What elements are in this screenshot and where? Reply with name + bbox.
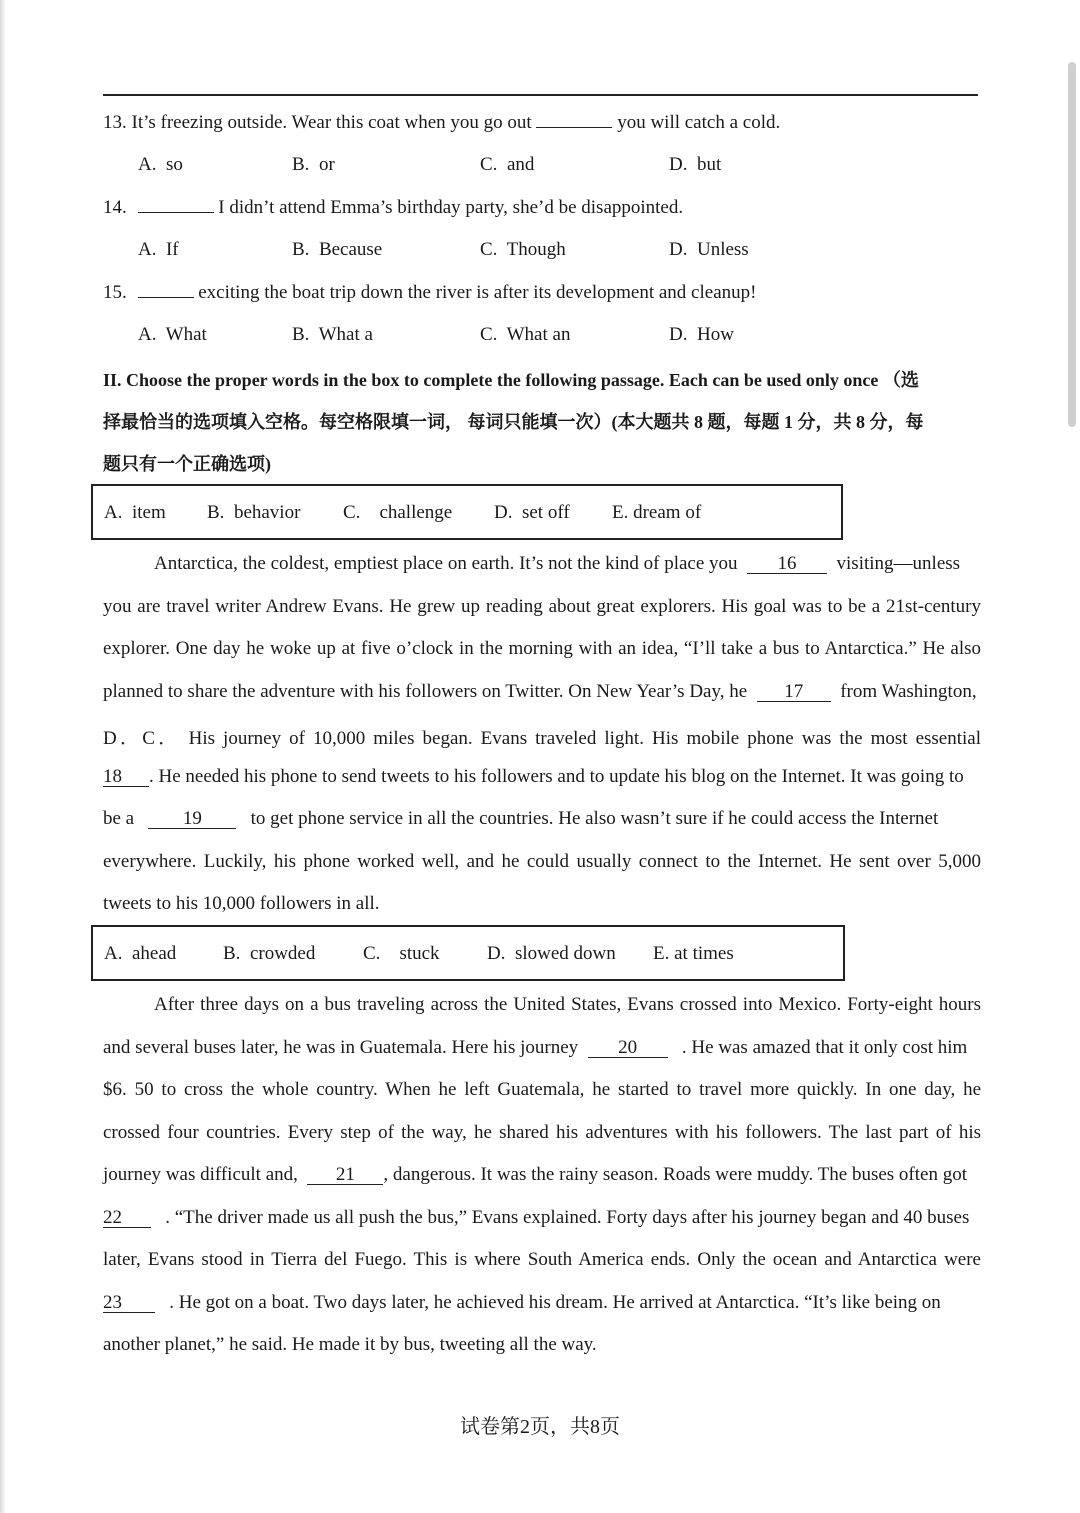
passage-line: you are travel writer Andrew Evans. He grew up reading about great explorers. His goal was to be a 21st-century xyxy=(103,596,981,617)
blank-20[interactable]: 20 xyxy=(588,1039,668,1058)
passage-line: planned to share the adventure with his followers on Twitter. On New Year’s Day, he 17 from Washington, xyxy=(103,681,977,702)
blank-23[interactable]: 23 xyxy=(103,1294,155,1313)
passage-line: tweets to his 10,000 followers in all. xyxy=(103,893,380,914)
word-option: B. crowded xyxy=(223,943,316,964)
answer-blank[interactable] xyxy=(536,113,612,128)
passage-line: 22 . “The driver made us all push the bus,” Evans explained. Forty days after his journey began and 40 buses xyxy=(103,1207,970,1228)
passage-line: D．C． His journey of 10,000 miles began. Evans traveled light. His mobile phone was the most essential xyxy=(103,728,981,749)
passage-line: journey was difficult and, 21 , dangerous. It was the rainy season. Roads were muddy. The buses often got xyxy=(103,1164,967,1185)
question-stem: you will catch a cold. xyxy=(617,112,781,133)
blank-18[interactable]: 18 xyxy=(103,768,149,787)
option-14c[interactable]: C. Though xyxy=(480,239,566,260)
page-edge-shadow xyxy=(0,0,6,1513)
option-13c[interactable]: C. and xyxy=(480,154,535,175)
word-option: A. item xyxy=(104,502,166,523)
passage-line: 18 . He needed his phone to send tweets to his followers and to update his blog on the Internet. It was going to xyxy=(103,766,964,787)
blank-22[interactable]: 22 xyxy=(103,1209,151,1228)
word-option: B. behavior xyxy=(207,502,301,523)
word-option: D. slowed down xyxy=(487,943,616,964)
word-option: A. ahead xyxy=(104,943,177,964)
word-box-2 xyxy=(91,925,845,981)
option-15d[interactable]: D. How xyxy=(669,324,734,345)
passage-line: After three days on a bus traveling across the United States, Evans crossed into Mexico. Forty-eight hours xyxy=(154,994,981,1015)
question-stem: I didn’t attend Emma’s birthday party, she’d be disappointed. xyxy=(218,197,684,218)
word-option: E. at times xyxy=(653,943,734,964)
passage-line: everywhere. Luckily, his phone worked well, and he could usually connect to the Internet. He sent over 5,000 xyxy=(103,851,981,872)
question-number: 15. xyxy=(103,282,127,303)
question-15 xyxy=(103,282,756,304)
passage-line: explorer. One day he woke up at five o’clock in the morning with an idea, “I’ll take a bus to Antarctica.” He also xyxy=(103,638,981,659)
passage-line: Antarctica, the coldest, emptiest place on earth. It’s not the kind of place you 16 visiting—unless xyxy=(154,553,961,574)
question-number: 14. xyxy=(103,197,127,218)
passage-line: later, Evans stood in Tierra del Fuego. This is where South America ends. Only the ocean and Antarctica were xyxy=(103,1249,981,1270)
passage-line: crossed four countries. Every step of the way, he shared his adventures with his followers. The last part of his xyxy=(103,1122,981,1143)
page-footer: 试卷第2页，共8页 xyxy=(460,1416,620,1438)
question-stem: It’s freezing outside. Wear this coat when you go out xyxy=(131,112,532,133)
word-option: C. challenge xyxy=(343,502,453,523)
option-15b[interactable]: B. What a xyxy=(292,324,373,345)
question-14 xyxy=(103,197,683,219)
question-13 xyxy=(103,112,780,134)
passage-line: 23 . He got on a boat. Two days later, he achieved his dream. He arrived at Antarctica. “It’s like being on xyxy=(103,1292,941,1313)
passage-line: another planet,” he said. He made it by bus, tweeting all the way. xyxy=(103,1334,597,1355)
section-title: 择最恰当的选项填入空格。每空格限填一词， 每词只能填一次）(本大题共 8 题，每题 1 分，共 8 分，每 xyxy=(103,412,924,432)
option-14a[interactable]: A. If xyxy=(138,239,179,260)
blank-19[interactable]: 19 xyxy=(148,810,236,829)
option-13b[interactable]: B. or xyxy=(292,154,335,175)
answer-blank[interactable] xyxy=(138,283,194,298)
option-14d[interactable]: D. Unless xyxy=(669,239,749,260)
blank-17[interactable]: 17 xyxy=(757,683,831,702)
option-13a[interactable]: A. so xyxy=(138,154,183,175)
option-15a[interactable]: A. What xyxy=(138,324,207,345)
word-box-1 xyxy=(91,484,843,540)
word-option: D. set off xyxy=(494,502,570,523)
passage-line: $6. 50 to cross the whole country. When he left Guatemala, he started to travel more quickly. In one day, he xyxy=(103,1079,981,1100)
option-14b[interactable]: B. Because xyxy=(292,239,383,260)
word-option: C. stuck xyxy=(363,943,440,964)
passage-line: be a 19 to get phone service in all the countries. He also wasn’t sure if he could access the Internet xyxy=(103,808,939,829)
section-title: II. Choose the proper words in the box to complete the following passage. Each can be used only once （选 xyxy=(103,370,919,390)
passage-line: and several buses later, he was in Guatemala. Here his journey 20 . He was amazed that it only cost him xyxy=(103,1037,968,1058)
option-13d[interactable]: D. but xyxy=(669,154,722,175)
section-title: 题只有一个正确选项) xyxy=(103,454,271,474)
option-15c[interactable]: C. What an xyxy=(480,324,571,345)
answer-blank[interactable] xyxy=(138,198,214,213)
blank-16[interactable]: 16 xyxy=(747,555,827,574)
blank-21[interactable]: 21 xyxy=(307,1166,383,1185)
question-stem: exciting the boat trip down the river is after its development and cleanup! xyxy=(198,282,757,303)
question-number: 13. xyxy=(103,112,127,133)
scrollbar-thumb[interactable] xyxy=(1068,62,1076,427)
word-option: E. dream of xyxy=(612,502,702,523)
header-rule xyxy=(103,94,978,96)
